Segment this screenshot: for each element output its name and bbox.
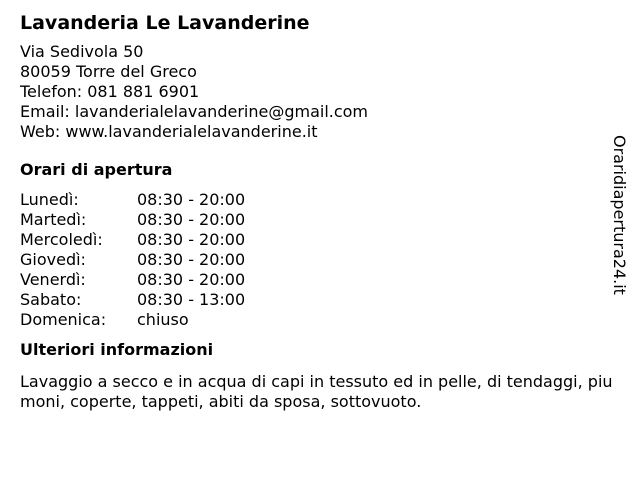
- business-name: Lavanderia Le Lavanderine: [20, 12, 310, 34]
- phone-line: Telefon: 081 881 6901: [20, 82, 200, 101]
- hours-title: Orari di apertura: [20, 160, 173, 179]
- hours-day: Giovedì:: [20, 250, 86, 269]
- hours-time: 08:30 - 20:00: [137, 250, 246, 269]
- hours-day: Martedì:: [20, 210, 87, 229]
- hours-time: 08:30 - 20:00: [137, 190, 246, 209]
- hours-row-monday: [20, 190, 620, 210]
- hours-row-saturday: [20, 290, 620, 310]
- web-line: Web: www.lavanderialelavanderine.it: [20, 122, 318, 141]
- address-city: 80059 Torre del Greco: [20, 62, 197, 81]
- hours-time: 08:30 - 20:00: [137, 210, 246, 229]
- site-watermark: Oraridiapertura24.it: [610, 135, 629, 295]
- hours-row-sunday: [20, 310, 620, 330]
- info-text: Lavaggio a secco e in acqua di capi in tessuto ed in pelle, di tendaggi, piumoni, coperte, tappeti, abiti da sposa, sottovuoto.: [20, 372, 613, 411]
- address-street: Via Sedivola 50: [20, 42, 144, 61]
- info-title: Ulteriori informazioni: [20, 340, 214, 359]
- hours-row-thursday: [20, 250, 620, 270]
- hours-row-friday: [20, 270, 620, 290]
- hours-day: Sabato:: [20, 290, 82, 309]
- hours-time: 08:30 - 13:00: [137, 290, 246, 309]
- hours-row-wednesday: [20, 230, 620, 250]
- hours-day: Mercoledì:: [20, 230, 103, 249]
- hours-time: 08:30 - 20:00: [137, 270, 246, 289]
- email-line: Email: lavanderialelavanderine@gmail.com: [20, 102, 369, 121]
- hours-time: chiuso: [137, 310, 189, 329]
- hours-table: [20, 190, 620, 330]
- hours-day: Domenica:: [20, 310, 107, 329]
- business-card: [20, 10, 620, 412]
- hours-day: Lunedì:: [20, 190, 79, 209]
- hours-day: Venerdì:: [20, 270, 86, 289]
- hours-time: 08:30 - 20:00: [137, 230, 246, 249]
- hours-row-tuesday: [20, 210, 620, 230]
